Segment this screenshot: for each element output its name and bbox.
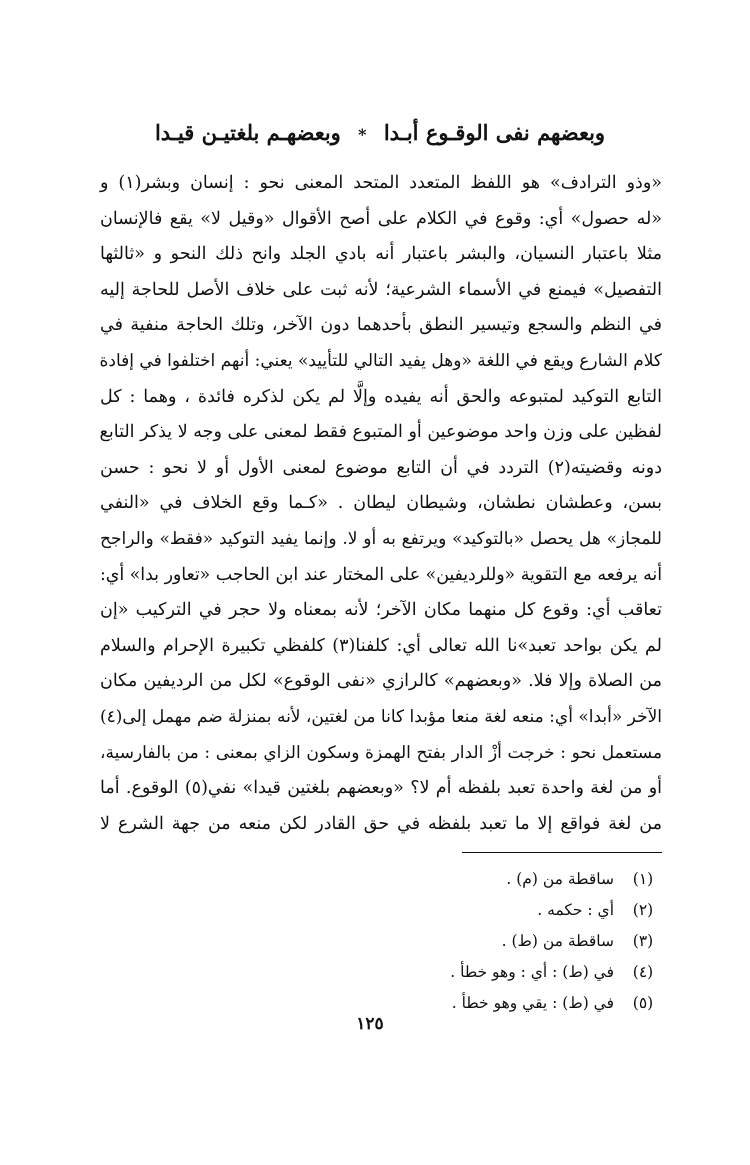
footnote-text: ساقطة من (م) .	[506, 870, 614, 888]
text-line: من لغة فواقع إلا ما تعبد بلفظه في حق القادر لكن منعه من جهة الشرع لا	[100, 813, 662, 834]
text-line: للمجاز» هل يحصل «بالتوكيد» ويرتفع به أو لا. وإنما يفيد التوكيد «فقط» والراجح	[100, 528, 662, 549]
footnotes	[300, 864, 662, 1019]
text-line: أو من لغة واحدة تعبد بلفظه أم لا؟ «وبعضهم بلغتين قيدا» نفي(٥) الوقوع. أما	[100, 778, 663, 799]
text-line: الآخر «أبدا» أي: منعه لغة منعا مؤبدا كانا من لغتين، لأنه بمنزلة ضم مهمل إلى(٤)	[100, 706, 662, 727]
text-line: مستعمل نحو : خرجت أزْ الدار بفتح الهمزة وسكون الزاي بمعنى : من بالفارسية،	[100, 742, 662, 763]
footnote-number: (٣)	[632, 932, 654, 950]
text-line: لم يكن بواحد تعبد»نا الله تعالى أي: كلفنا(٣) كلفظي تكبيرة الإحرام والسلام	[100, 635, 663, 656]
verse-separator: *	[358, 125, 367, 144]
text-line: أنه يرفعه مع التقوية «وللرديفين» على المختار عند ابن الحاجب «تعاور بدا» أي:	[100, 564, 662, 585]
text-line: من الصلاة وإلا فلا. «وبعضهم» كالرازي «نفى الوقوع» لكل من الرديفين مكان	[100, 671, 662, 692]
footnote-text: في (ط) : يقي وهو خطأ .	[451, 994, 614, 1012]
page-number: ١٢٥	[356, 1014, 384, 1034]
footnote-number: (٥)	[632, 994, 654, 1012]
text-line: التفصيل» فيمنع في الأسماء الشرعية؛ لأنه ثبت على خلاف الأصل للحاجة إليه	[100, 279, 662, 300]
footnote-text: ساقطة من (ط) .	[501, 932, 614, 950]
footnote-text: أي : حكمه .	[537, 901, 614, 919]
footnote-number: (٤)	[632, 963, 654, 981]
footnote-text: في (ط) : أي : وهو خطأ .	[450, 963, 614, 981]
text-line: مثلا باعتبار النسيان، والبشر باعتبار أنه بادي الجلد وانح ذلك النحو و «ثالثها	[100, 244, 662, 265]
verse-heading	[100, 118, 660, 150]
text-line: لفظين على وزن واحد موضوعين أو المتبوع فقط لمعنى على وجه لا يذكر التابع	[99, 422, 662, 443]
text-line: دونه وقضيته(٢) التردد في أن التابع موضوع لمعنى الأول أو لا نحو : حسن	[100, 457, 663, 478]
footnote-item	[300, 895, 662, 926]
text-line: «وذو الترادف» هو اللفظ المتعدد المتحد المعنى نحو : إنسان وبشر(١) و	[100, 173, 663, 193]
verse-hemistich-left: وبعضهـم بلغتيـن قيـدا	[154, 120, 341, 145]
text-line: التابع التوكيد لمتبوعه والحق أنه يفيده وإلَّا لم يكن لذكره فائدة ، وهما : كل	[100, 386, 662, 407]
text-line: «له حصول» أي: وقوع في الكلام على أصح الأقوال «وقيل لا» يقع فالإنسان	[100, 208, 662, 229]
text-line: كلام الشارع ويقع في اللغة «وهل يفيد التالي للتأييد» يعني: أنهم اختلفوا في إفادة	[99, 350, 662, 371]
text-line: بسن، وعطشان نطشان، وشيطان ليطان . «كـما وقع الخلاف في «النفي	[100, 493, 662, 514]
text-line: في النظم والسجع وتيسير النطق بأحدهما دون الآخر، وتلك الحاجة منفية في	[100, 315, 662, 336]
footnote-item	[300, 957, 662, 988]
footnote-item	[300, 864, 662, 895]
footnote-number: (٢)	[632, 901, 654, 919]
footnote-item	[300, 926, 662, 957]
footnote-divider	[462, 852, 662, 853]
text-line: تعاقب أي: وقوع كل منهما مكان الآخر؛ لأنه بمعناه ولا حجر في التركيب «إن	[100, 600, 662, 621]
footnote-number: (١)	[632, 870, 654, 888]
verse-hemistich-right: وبعضهم نفى الوقـوع أبـدا	[383, 120, 606, 145]
commentary-text	[100, 166, 662, 842]
